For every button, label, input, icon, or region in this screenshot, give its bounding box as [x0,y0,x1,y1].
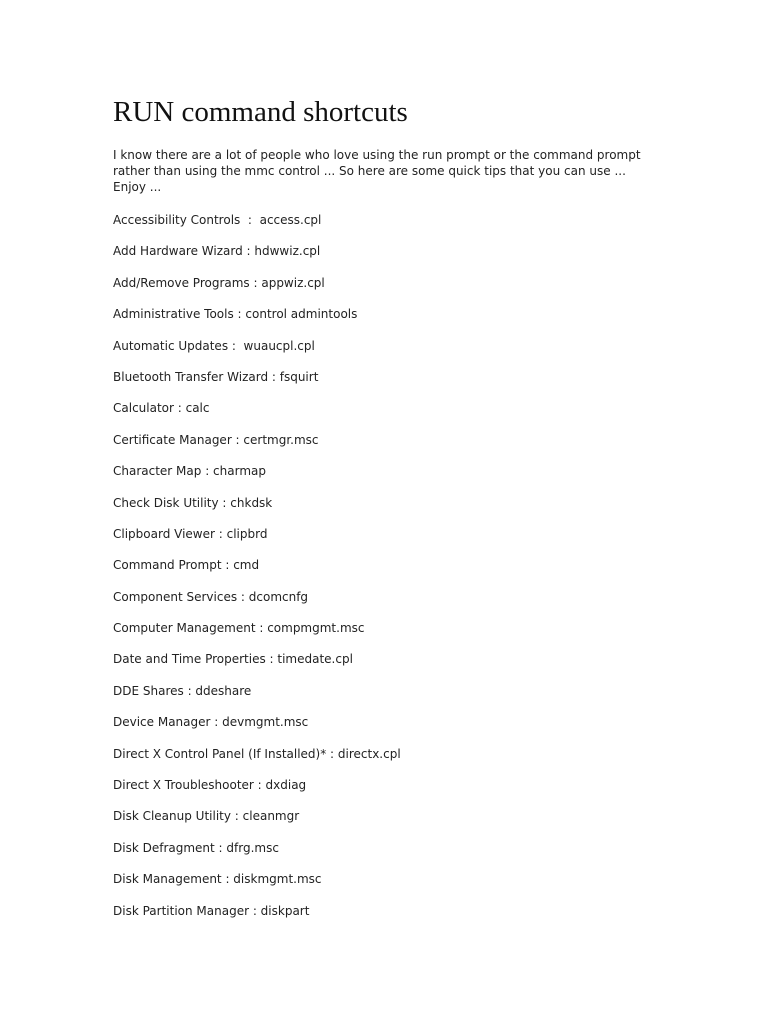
intro-paragraph: I know there are a lot of people who love using the run prompt or the command prompt rather than using the mmc control ... So here are some quick tips that you can use ... Enjoy ... [113,148,641,194]
shortcut-item: Administrative Tools : control admintools [113,307,358,322]
shortcut-item: Disk Partition Manager : diskpart [113,903,310,918]
shortcut-item: Direct X Troubleshooter : dxdiag [113,778,307,793]
shortcut-item: Certificate Manager : certmgr.msc [113,432,319,447]
shortcut-item: Bluetooth Transfer Wizard : fsquirt [113,369,319,384]
shortcut-item: Disk Cleanup Utility : cleanmgr [113,809,300,824]
shortcut-item: Add Hardware Wizard : hdwwiz.cpl [113,244,321,259]
shortcut-item: Computer Management : compmgmt.msc [113,621,365,636]
shortcut-item: Disk Management : diskmgmt.msc [113,872,322,887]
shortcut-item: Calculator : calc [113,401,210,416]
shortcut-item: DDE Shares : ddeshare [113,683,252,698]
shortcut-item: Check Disk Utility : chkdsk [113,495,273,510]
shortcut-item: Date and Time Properties : timedate.cpl [113,652,353,667]
shortcut-item: Disk Defragment : dfrg.msc [113,840,279,855]
shortcut-item: Automatic Updates : wuaucpl.cpl [113,338,315,353]
shortcut-item: Device Manager : devmgmt.msc [113,715,309,730]
shortcut-item: Character Map : charmap [113,464,266,479]
shortcut-item: Command Prompt : cmd [113,558,260,573]
shortcut-item: Clipboard Viewer : clipbrd [113,526,268,541]
shortcut-item: Component Services : dcomcnfg [113,589,309,604]
page-title: RUN command shortcuts [113,96,408,128]
shortcut-item: Direct X Control Panel (If Installed)* : directx.cpl [113,746,401,761]
shortcut-item: Accessibility Controls : access.cpl [113,213,322,227]
shortcut-list [113,212,401,934]
shortcut-item: Add/Remove Programs : appwiz.cpl [113,275,325,290]
